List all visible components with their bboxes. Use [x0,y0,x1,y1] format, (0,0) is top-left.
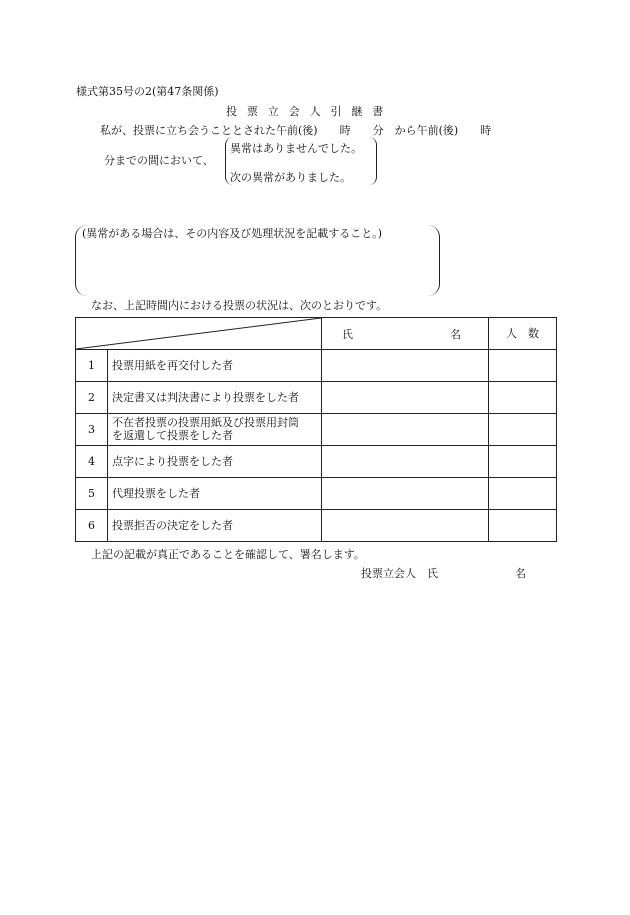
row-label [108,414,322,446]
form-number: 様式第35号の2(第47条関係) [76,85,219,98]
row-count-cell[interactable] [489,350,557,382]
row-count-cell[interactable] [489,382,557,414]
document-title: 投票立会人引継書 [226,105,394,118]
status-intro: なお、上記時間内における投票の状況は、次のとおりです。 [91,299,388,312]
row-name-cell[interactable] [322,446,489,478]
row-number: 1 [76,350,108,382]
row-count-cell[interactable] [489,414,557,446]
row-label-line-2: を返還して投票をした者 [112,428,233,442]
row-count-cell[interactable] [489,446,557,478]
diagonal-line [76,318,321,349]
diagonal-header-cell [76,318,322,350]
row-label: 決定書又は判決書により投票をした者 [108,382,322,414]
intro-line: 私が、投票に立ち会うこととされた午前(後) 時 分 から午前(後) 時 [100,124,492,137]
row-number: 6 [76,510,108,542]
header-name-2: 名 [450,328,461,341]
header-count: 人 数 [489,318,557,350]
header-name [322,318,489,350]
row-number: 4 [76,446,108,478]
option-abnormality[interactable]: 次の異常がありました。 [230,171,351,184]
period-prefix: 分までの間において、 [104,154,214,167]
row-count-cell[interactable] [489,478,557,510]
row-name-cell[interactable] [322,350,489,382]
row-number: 5 [76,478,108,510]
row-name-cell[interactable] [322,510,489,542]
note-text: (異常がある場合は、その内容及び処理状況を記載すること。) [82,227,383,240]
table-row [76,350,557,382]
row-count-cell[interactable] [489,510,557,542]
signer-label: 投票立会人 氏 [361,567,438,580]
row-name-cell[interactable] [322,478,489,510]
confirm-text: 上記の記載が真正であることを確認して、署名します。 [91,548,365,561]
table-row [76,510,557,542]
row-number: 3 [76,414,108,446]
row-label: 投票拒否の決定をした者 [108,510,322,542]
table-header-row [76,318,557,350]
table-row [76,382,557,414]
row-name-cell[interactable] [322,414,489,446]
status-table [75,317,557,542]
signer-name-suffix: 名 [515,567,526,580]
row-label: 点字により投票をした者 [108,446,322,478]
header-name-1: 氏 [342,328,353,341]
table-row [76,478,557,510]
row-label-line-1: 不在者投票の投票用紙及び投票用封筒 [112,415,299,429]
option-no-abnormality[interactable]: 異常はありませんでした。 [230,142,362,155]
row-label: 投票用紙を再交付した者 [108,350,322,382]
row-name-cell[interactable] [322,382,489,414]
table-row [76,414,557,446]
row-number: 2 [76,382,108,414]
table-row [76,446,557,478]
row-label: 代理投票をした者 [108,478,322,510]
